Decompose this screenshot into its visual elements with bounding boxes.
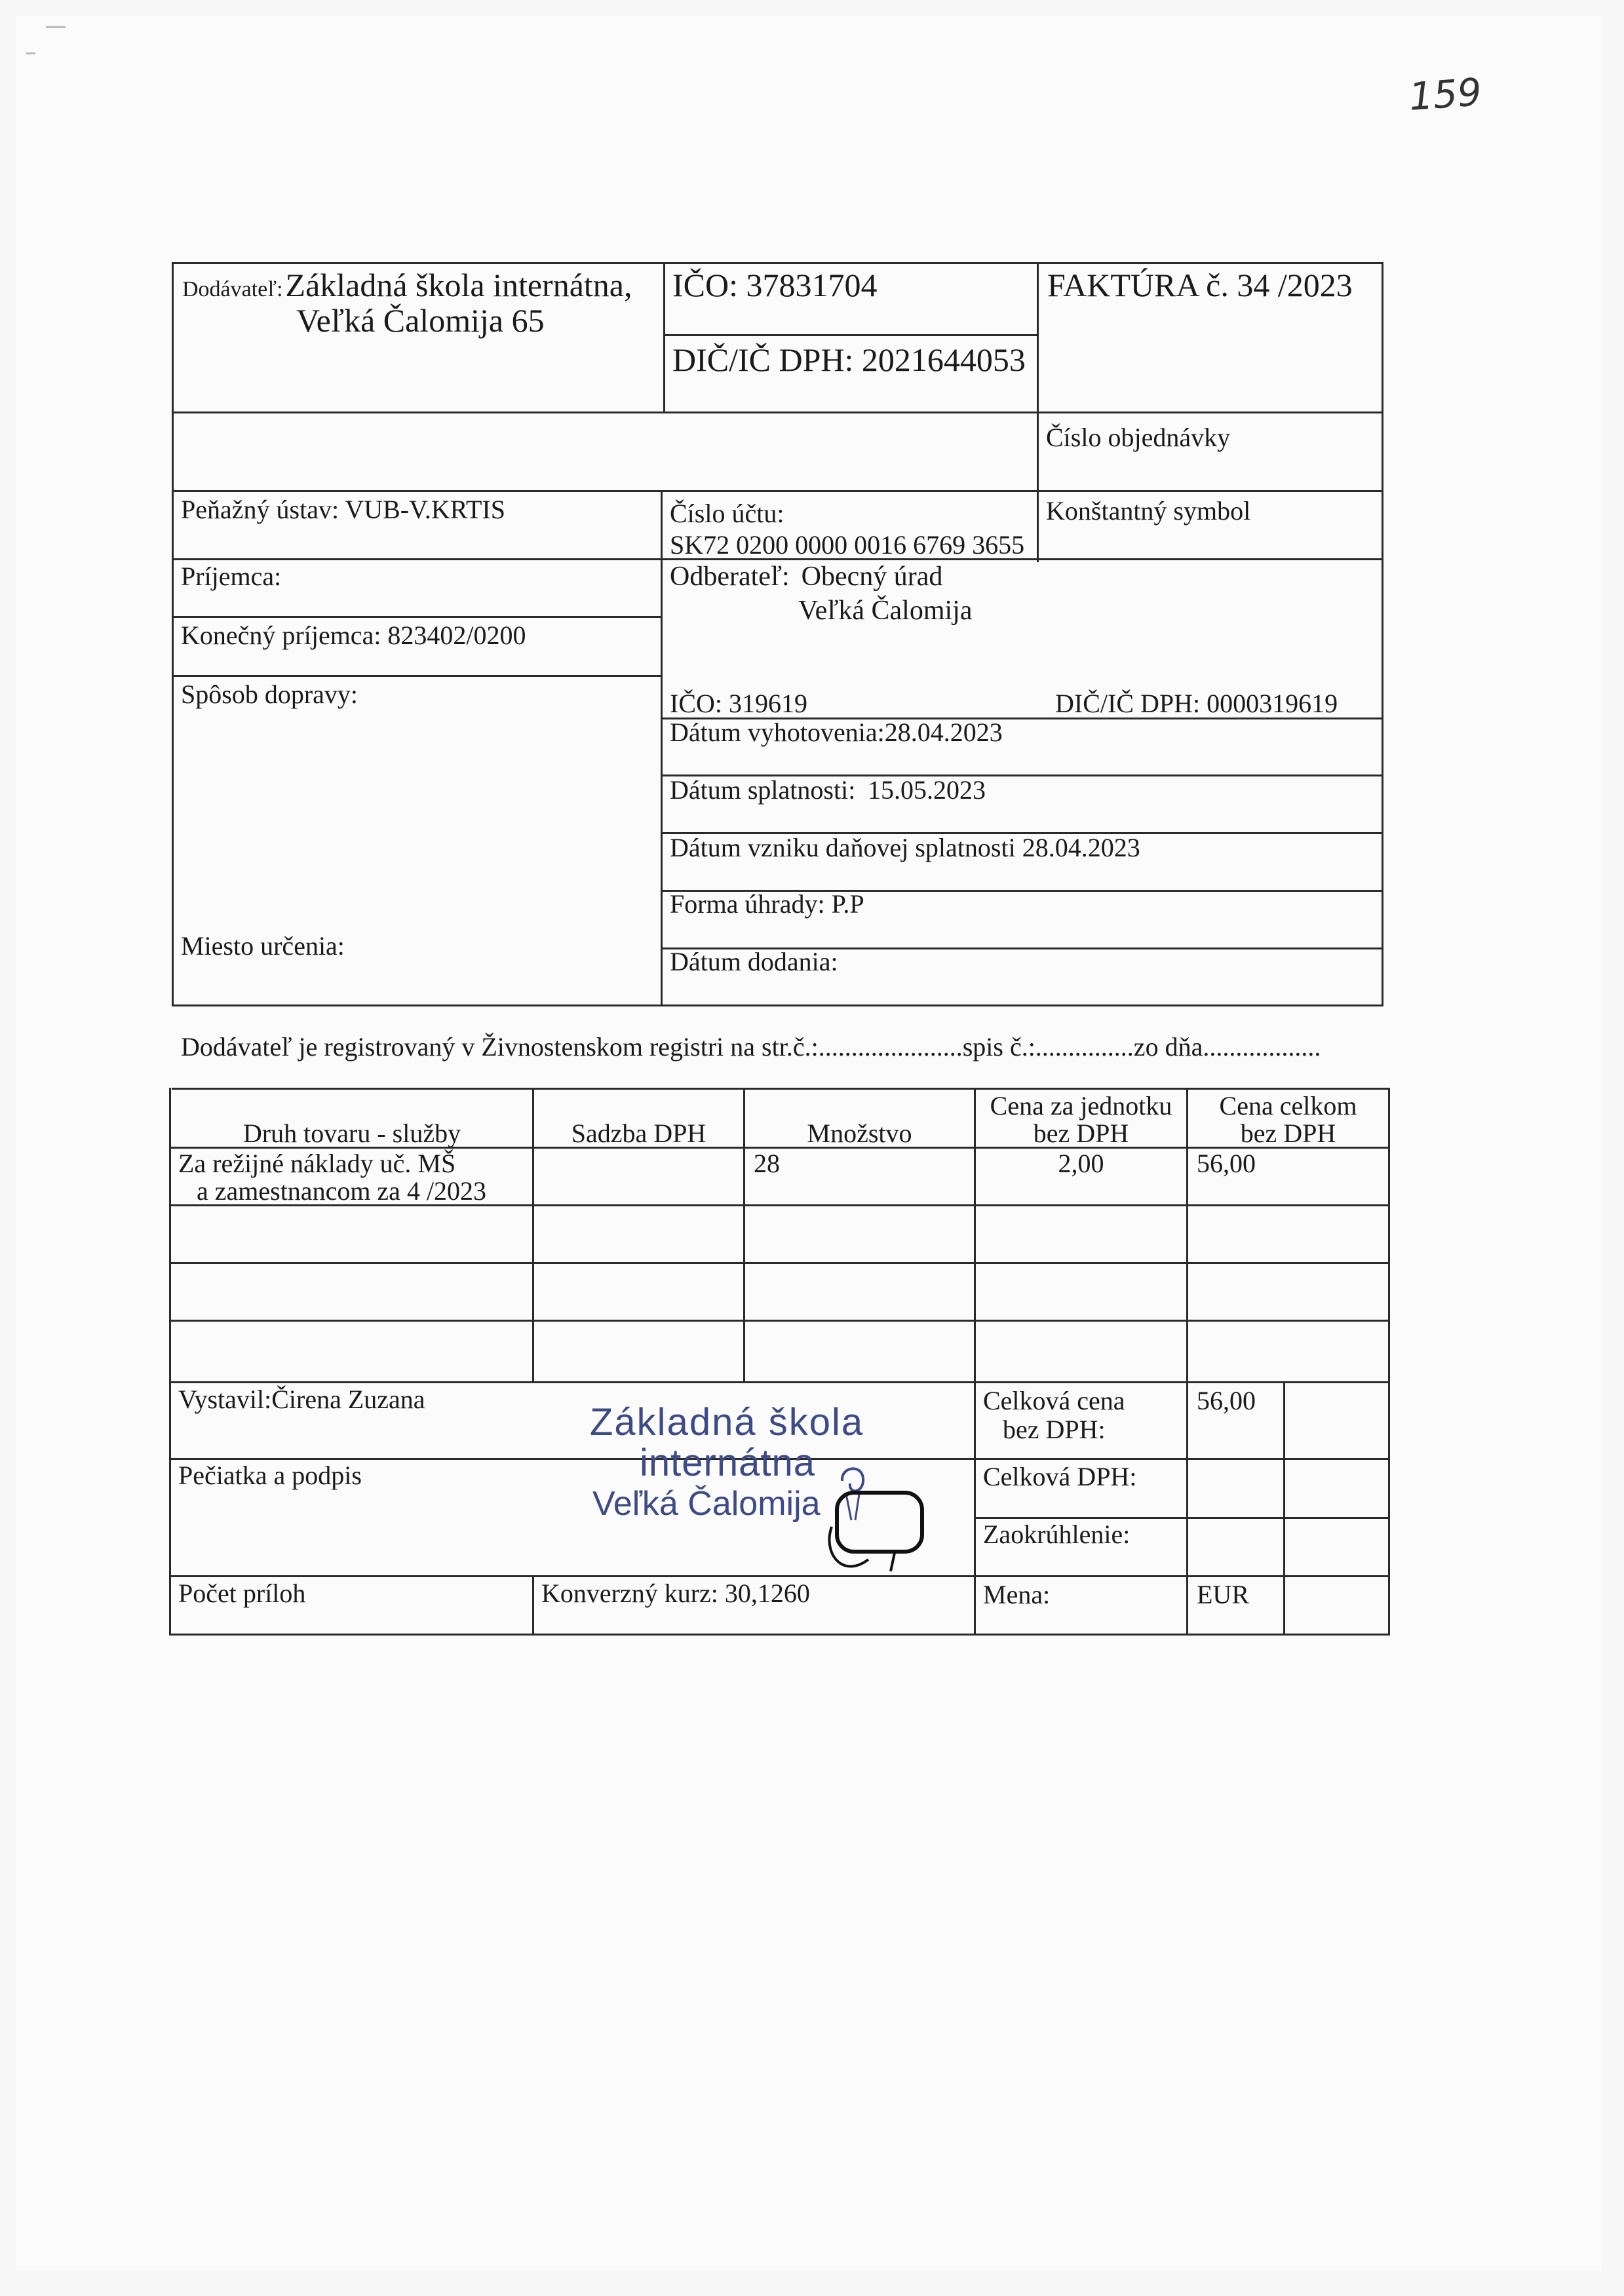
stamp-line1: Základná škola: [590, 1401, 864, 1444]
page-number: 159: [1407, 69, 1483, 119]
total-vat-label: Celková DPH:: [983, 1462, 1137, 1491]
order-number-label: Číslo objednávky: [1046, 423, 1231, 452]
customer-name: Obecný úrad: [801, 562, 943, 592]
customer-address: Veľká Čalomija: [798, 596, 973, 626]
currency-label: Mena:: [983, 1580, 1051, 1609]
customer-ico: IČO: 319619: [670, 689, 807, 718]
customer-label: Odberateľ:: [670, 562, 790, 592]
header-unit-price-1: Cena za jednotku: [990, 1091, 1172, 1120]
payment-form: Forma úhrady: P.P: [670, 889, 864, 919]
attachments-label: Počet príloh: [178, 1578, 306, 1608]
delivery-date-label: Dátum dodania:: [670, 947, 838, 976]
final-recipient: Konečný príjemca: 823402/0200: [181, 621, 526, 650]
supplier-address: Veľká Čalomija 65: [296, 302, 545, 339]
invoice-title: FAKTÚRA č. 34 /2023: [1047, 267, 1353, 303]
issue-date: Dátum vyhotovenia:28.04.2023: [670, 718, 1003, 747]
header-unit-price-2: bez DPH: [1033, 1119, 1129, 1148]
bank-institution: Peňažný ústav: VUB-V.KRTIS: [181, 495, 505, 524]
row1-item-line1: Za režijné náklady uč. MŠ: [178, 1149, 456, 1178]
header-item: Druh tovaru - služby: [242, 1119, 461, 1148]
currency-value: EUR: [1197, 1580, 1249, 1609]
registration-text: Dodávateľ je registrovaný v Živnostenskom registri na str.č.:......................spis č.:...............zo dňa..................: [181, 1032, 1321, 1062]
account-number: SK72 0200 0000 0016 6769 3655: [670, 530, 1025, 560]
header-total-2: bez DPH: [1240, 1119, 1336, 1148]
stamp-signature-label: Pečiatka a podpis: [178, 1461, 362, 1490]
total-no-vat-value: 56,00: [1197, 1386, 1256, 1415]
supplier-block: [182, 266, 632, 304]
supplier-label: Dodávateľ:: [182, 277, 283, 301]
customer-dic: DIČ/IČ DPH: 0000319619: [1055, 689, 1338, 718]
row1-total: 56,00: [1197, 1149, 1256, 1178]
issued-by: Vystavil:Čirena Zuzana: [178, 1385, 425, 1414]
rounding-label: Zaokrúhlenie:: [983, 1520, 1131, 1549]
supplier-name: Základná škola internátna,: [285, 267, 632, 303]
row1-quantity: 28: [754, 1149, 780, 1178]
total-no-vat-label-2: bez DPH:: [1003, 1415, 1106, 1444]
conversion-rate: Konverzný kurz: 30,1260: [541, 1578, 810, 1608]
due-date-value: 15.05.2023: [868, 775, 986, 805]
row1-item-line2: a zamestnancom za 4 /2023: [197, 1176, 487, 1206]
stamp-line2: internátna: [640, 1442, 815, 1484]
stamp-line3: Veľká Čalomija: [592, 1485, 821, 1523]
header-total-1: Cena celkom: [1219, 1091, 1357, 1120]
row1-unit-price: 2,00: [1058, 1149, 1104, 1178]
due-date-label: Dátum splatnosti:: [670, 775, 856, 805]
recipient-label: Príjemca:: [181, 562, 282, 591]
supplier-dic: DIČ/IČ DPH: 2021644053: [672, 341, 1026, 378]
account-label: Číslo účtu:: [670, 499, 784, 528]
scan-speck: [46, 26, 66, 28]
tax-date: Dátum vzniku daňovej splatnosti 28.04.2023: [670, 833, 1140, 862]
header-vat-rate: Sadzba DPH: [571, 1119, 706, 1148]
scan-speck: [26, 52, 35, 54]
transport-label: Spôsob dopravy:: [181, 679, 358, 709]
customer-block: [670, 561, 942, 592]
header-quantity: Množstvo: [807, 1119, 912, 1148]
supplier-ico: IČO: 37831704: [672, 267, 878, 303]
signature-scribble: [822, 1455, 940, 1579]
total-no-vat-label-1: Celková cena: [983, 1386, 1125, 1415]
constant-symbol-label: Konštantný symbol: [1046, 496, 1251, 526]
destination-label: Miesto určenia:: [181, 931, 345, 961]
